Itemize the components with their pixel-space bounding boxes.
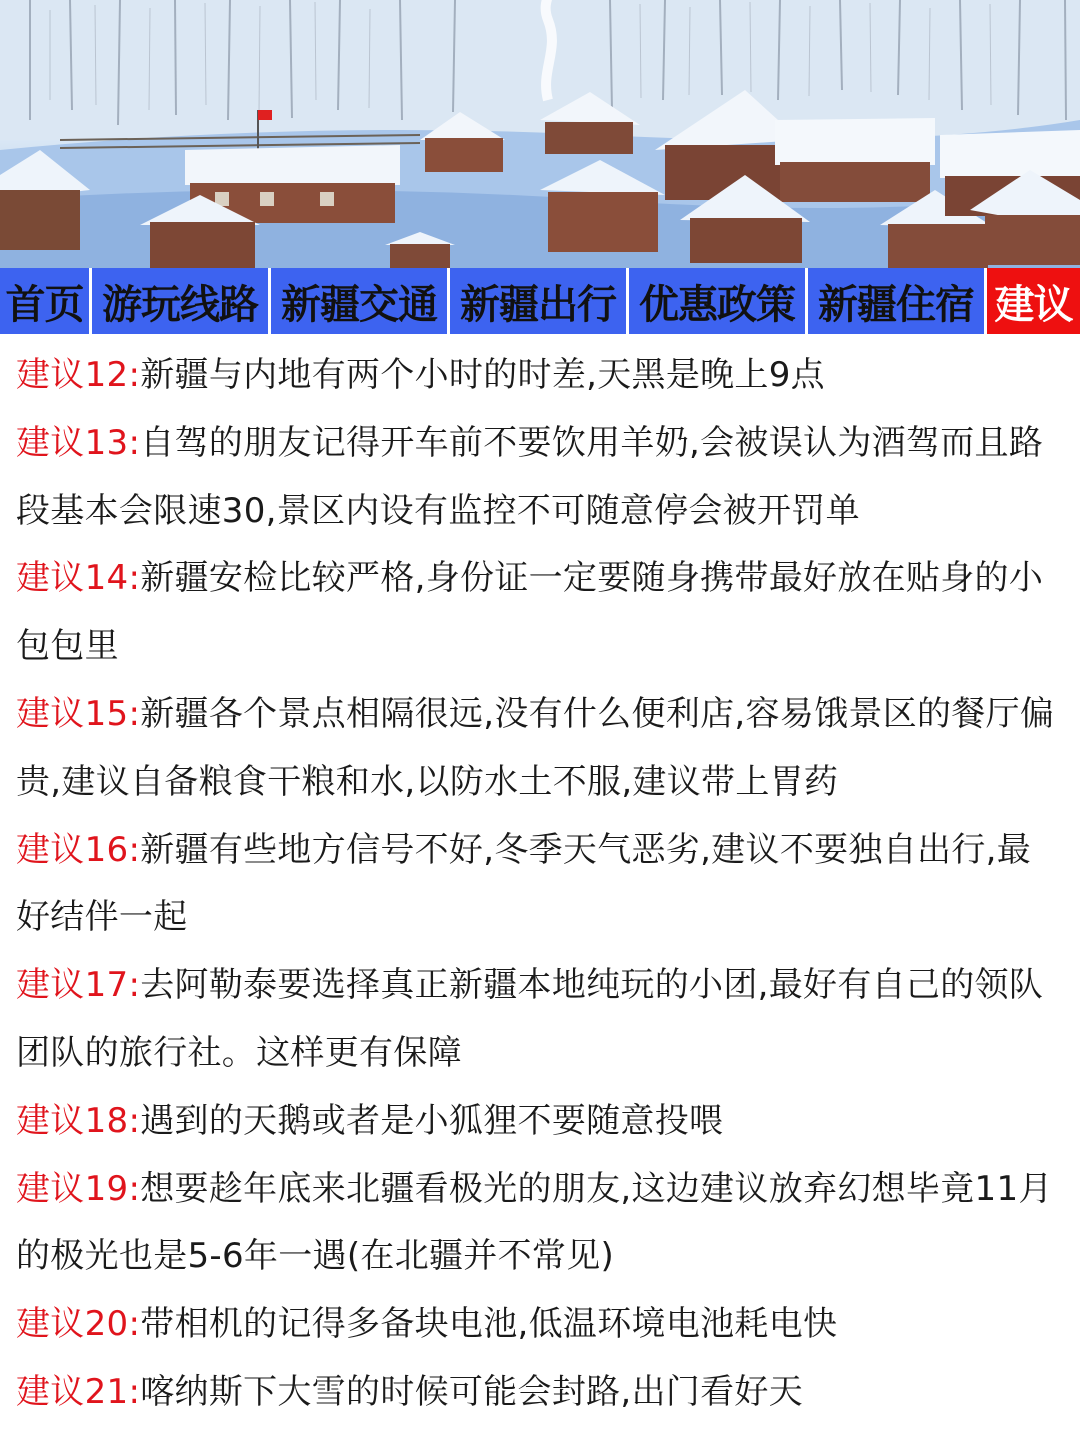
nav-item-label: 新疆出行 (460, 281, 616, 328)
tip-label: 建议15: (16, 693, 141, 734)
snow-village-illustration (0, 0, 1080, 268)
tip-label: 建议14: (16, 558, 141, 599)
tip-text: 新疆有些地方信号不好,冬季天气恶劣,建议不要独自出行,最好结伴一起 (16, 829, 1032, 938)
tip-item-19 (16, 1156, 1064, 1292)
hero-image-snowy-village (0, 0, 1080, 268)
nav-item-label: 新疆住宿 (818, 281, 974, 328)
nav-item-label: 首页 (5, 281, 84, 328)
nav-item-suggestions[interactable] (987, 268, 1080, 334)
nav-item-label: 新疆交通 (281, 281, 437, 328)
tip-item-13 (16, 410, 1064, 546)
tip-text: 新疆与内地有两个小时的时差,天黑是晚上9点 (140, 355, 825, 395)
tip-item-16 (16, 817, 1064, 953)
tip-item-18 (16, 1088, 1064, 1156)
tip-item-17 (16, 952, 1064, 1088)
tip-text: 自驾的朋友记得开车前不要饮用羊奶,会被误认为酒驾而且路段基本会限速30,景区内设有监控不可随意停会被开罚单 (16, 422, 1044, 531)
tip-item-14 (16, 545, 1064, 681)
tip-label: 建议18: (16, 1100, 141, 1141)
nav-item-xinjiang-transport[interactable] (271, 268, 450, 334)
tip-text: 喀纳斯下大雪的时候可能会封路,出门看好天 (140, 1371, 804, 1412)
nav-item-label: 游玩线路 (102, 281, 258, 328)
tip-item-21 (16, 1359, 1064, 1427)
tip-item-20 (16, 1291, 1064, 1359)
tip-label: 建议20: (16, 1304, 141, 1345)
tip-label: 建议13: (16, 422, 141, 463)
nav-item-xinjiang-travel[interactable] (450, 268, 629, 334)
nav-item-travel-routes[interactable] (92, 268, 271, 334)
tip-label: 建议12: (16, 355, 141, 395)
tip-text: 遇到的天鹅或者是小狐狸不要随意投喂 (140, 1100, 724, 1141)
tip-text: 想要趁年底来北疆看极光的朋友,这边建议放弃幻想毕竟11月的极光也是5-6年一遇(在北疆并不常见) (16, 1168, 1053, 1277)
nav-item-label: 优惠政策 (639, 281, 795, 328)
tip-label: 建议16: (16, 829, 141, 870)
tip-item-15 (16, 681, 1064, 817)
nav-item-discounts[interactable] (629, 268, 808, 334)
tip-label: 建议17: (16, 965, 141, 1006)
tip-text: 去阿勒泰要选择真正新疆本地纯玩的小团,最好有自己的领队团队的旅行社。这样更有保障 (16, 965, 1044, 1073)
nav-item-accommodation[interactable] (808, 268, 987, 334)
tip-text: 带相机的记得多备块电池,低温环境电池耗电快 (140, 1304, 838, 1345)
tip-label: 建议21: (16, 1371, 141, 1412)
nav-item-home[interactable] (0, 268, 92, 334)
top-navigation-bar (0, 268, 1080, 334)
tip-label: 建议19: (16, 1168, 141, 1209)
tips-list (0, 334, 1080, 1427)
tip-text: 新疆各个景点相隔很远,没有什么便利店,容易饿景区的餐厅偏贵,建议自备粮食干粮和水,以防水土不服,建议带上胃药 (16, 693, 1055, 802)
nav-item-label: 建议 (994, 281, 1073, 328)
tip-item-12 (16, 342, 1064, 410)
tip-text: 新疆安检比较严格,身份证一定要随身携带最好放在贴身的小包包里 (16, 558, 1044, 667)
